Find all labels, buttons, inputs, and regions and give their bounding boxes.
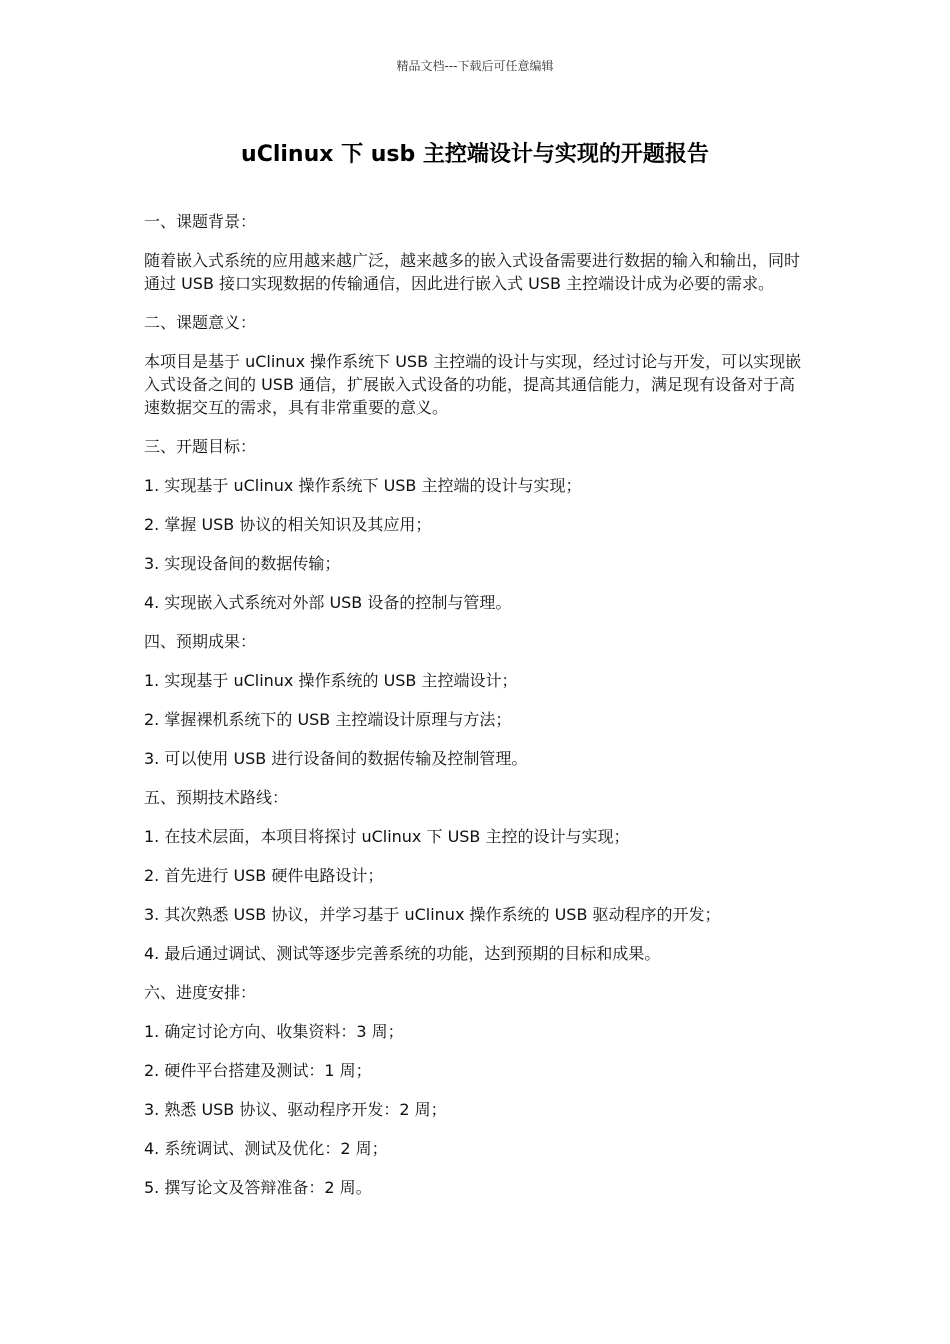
list-item: 3. 实现设备间的数据传输； bbox=[144, 554, 341, 573]
list-item: 3. 熟悉 USB 协议、驱动程序开发：2 周； bbox=[144, 1100, 447, 1119]
list-item: 2. 首先进行 USB 硬件电路设计； bbox=[144, 866, 384, 885]
list-item: 4. 实现嵌入式系统对外部 USB 设备的控制与管理。 bbox=[144, 593, 512, 612]
document-title: uClinux 下 usb 主控端设计与实现的开题报告 bbox=[241, 142, 709, 167]
list-item: 1. 确定讨论方向、收集资料：3 周； bbox=[144, 1022, 404, 1041]
section-heading-outcomes: 四、预期成果： bbox=[144, 632, 257, 651]
list-item: 4. 系统调试、测试及优化：2 周； bbox=[144, 1139, 388, 1158]
list-item: 2. 掌握裸机系统下的 USB 主控端设计原理与方法； bbox=[144, 710, 512, 729]
section-heading-technical-route: 五、预期技术路线： bbox=[144, 788, 289, 807]
section-paragraph-background: 随着嵌入式系统的应用越来越广泛，越来越多的嵌入式设备需要进行数据的输入和输出，同时通过 USB 接口实现数据的传输通信，因此进行嵌入式 USB 主控端设计成为必要的需求。 bbox=[144, 251, 801, 293]
section-heading-significance: 二、课题意义： bbox=[144, 313, 257, 332]
section-heading-schedule: 六、进度安排： bbox=[144, 983, 257, 1002]
document-body bbox=[144, 210, 809, 1215]
list-item: 1. 实现基于 uClinux 操作系统下 USB 主控端的设计与实现； bbox=[144, 476, 582, 495]
list-item: 4. 最后通过调试、测试等逐步完善系统的功能，达到预期的目标和成果。 bbox=[144, 944, 661, 963]
list-item: 1. 实现基于 uClinux 操作系统的 USB 主控端设计； bbox=[144, 671, 518, 690]
list-item: 2. 硬件平台搭建及测试：1 周； bbox=[144, 1061, 372, 1080]
page-header: 精品文档---下载后可任意编辑 bbox=[396, 59, 554, 73]
section-paragraph-significance: 本项目是基于 uClinux 操作系统下 USB 主控端的设计与实现，经过讨论与开发，可以实现嵌入式设备之间的 USB 通信，扩展嵌入式设备的功能，提高其通信能力，满足现有设备对于高速数据交互的需求，具有非常重要的意义。 bbox=[144, 352, 802, 417]
list-item: 3. 其次熟悉 USB 协议，并学习基于 uClinux 操作系统的 USB 驱动程序的开发； bbox=[144, 905, 721, 924]
list-item: 3. 可以使用 USB 进行设备间的数据传输及控制管理。 bbox=[144, 749, 528, 768]
section-heading-background: 一、课题背景： bbox=[144, 212, 257, 231]
list-item: 1. 在技术层面，本项目将探讨 uClinux 下 USB 主控的设计与实现； bbox=[144, 827, 630, 846]
list-item: 2. 掌握 USB 协议的相关知识及其应用； bbox=[144, 515, 432, 534]
list-item: 5. 撰写论文及答辩准备：2 周。 bbox=[144, 1178, 372, 1197]
section-heading-goals: 三、开题目标： bbox=[144, 437, 257, 456]
